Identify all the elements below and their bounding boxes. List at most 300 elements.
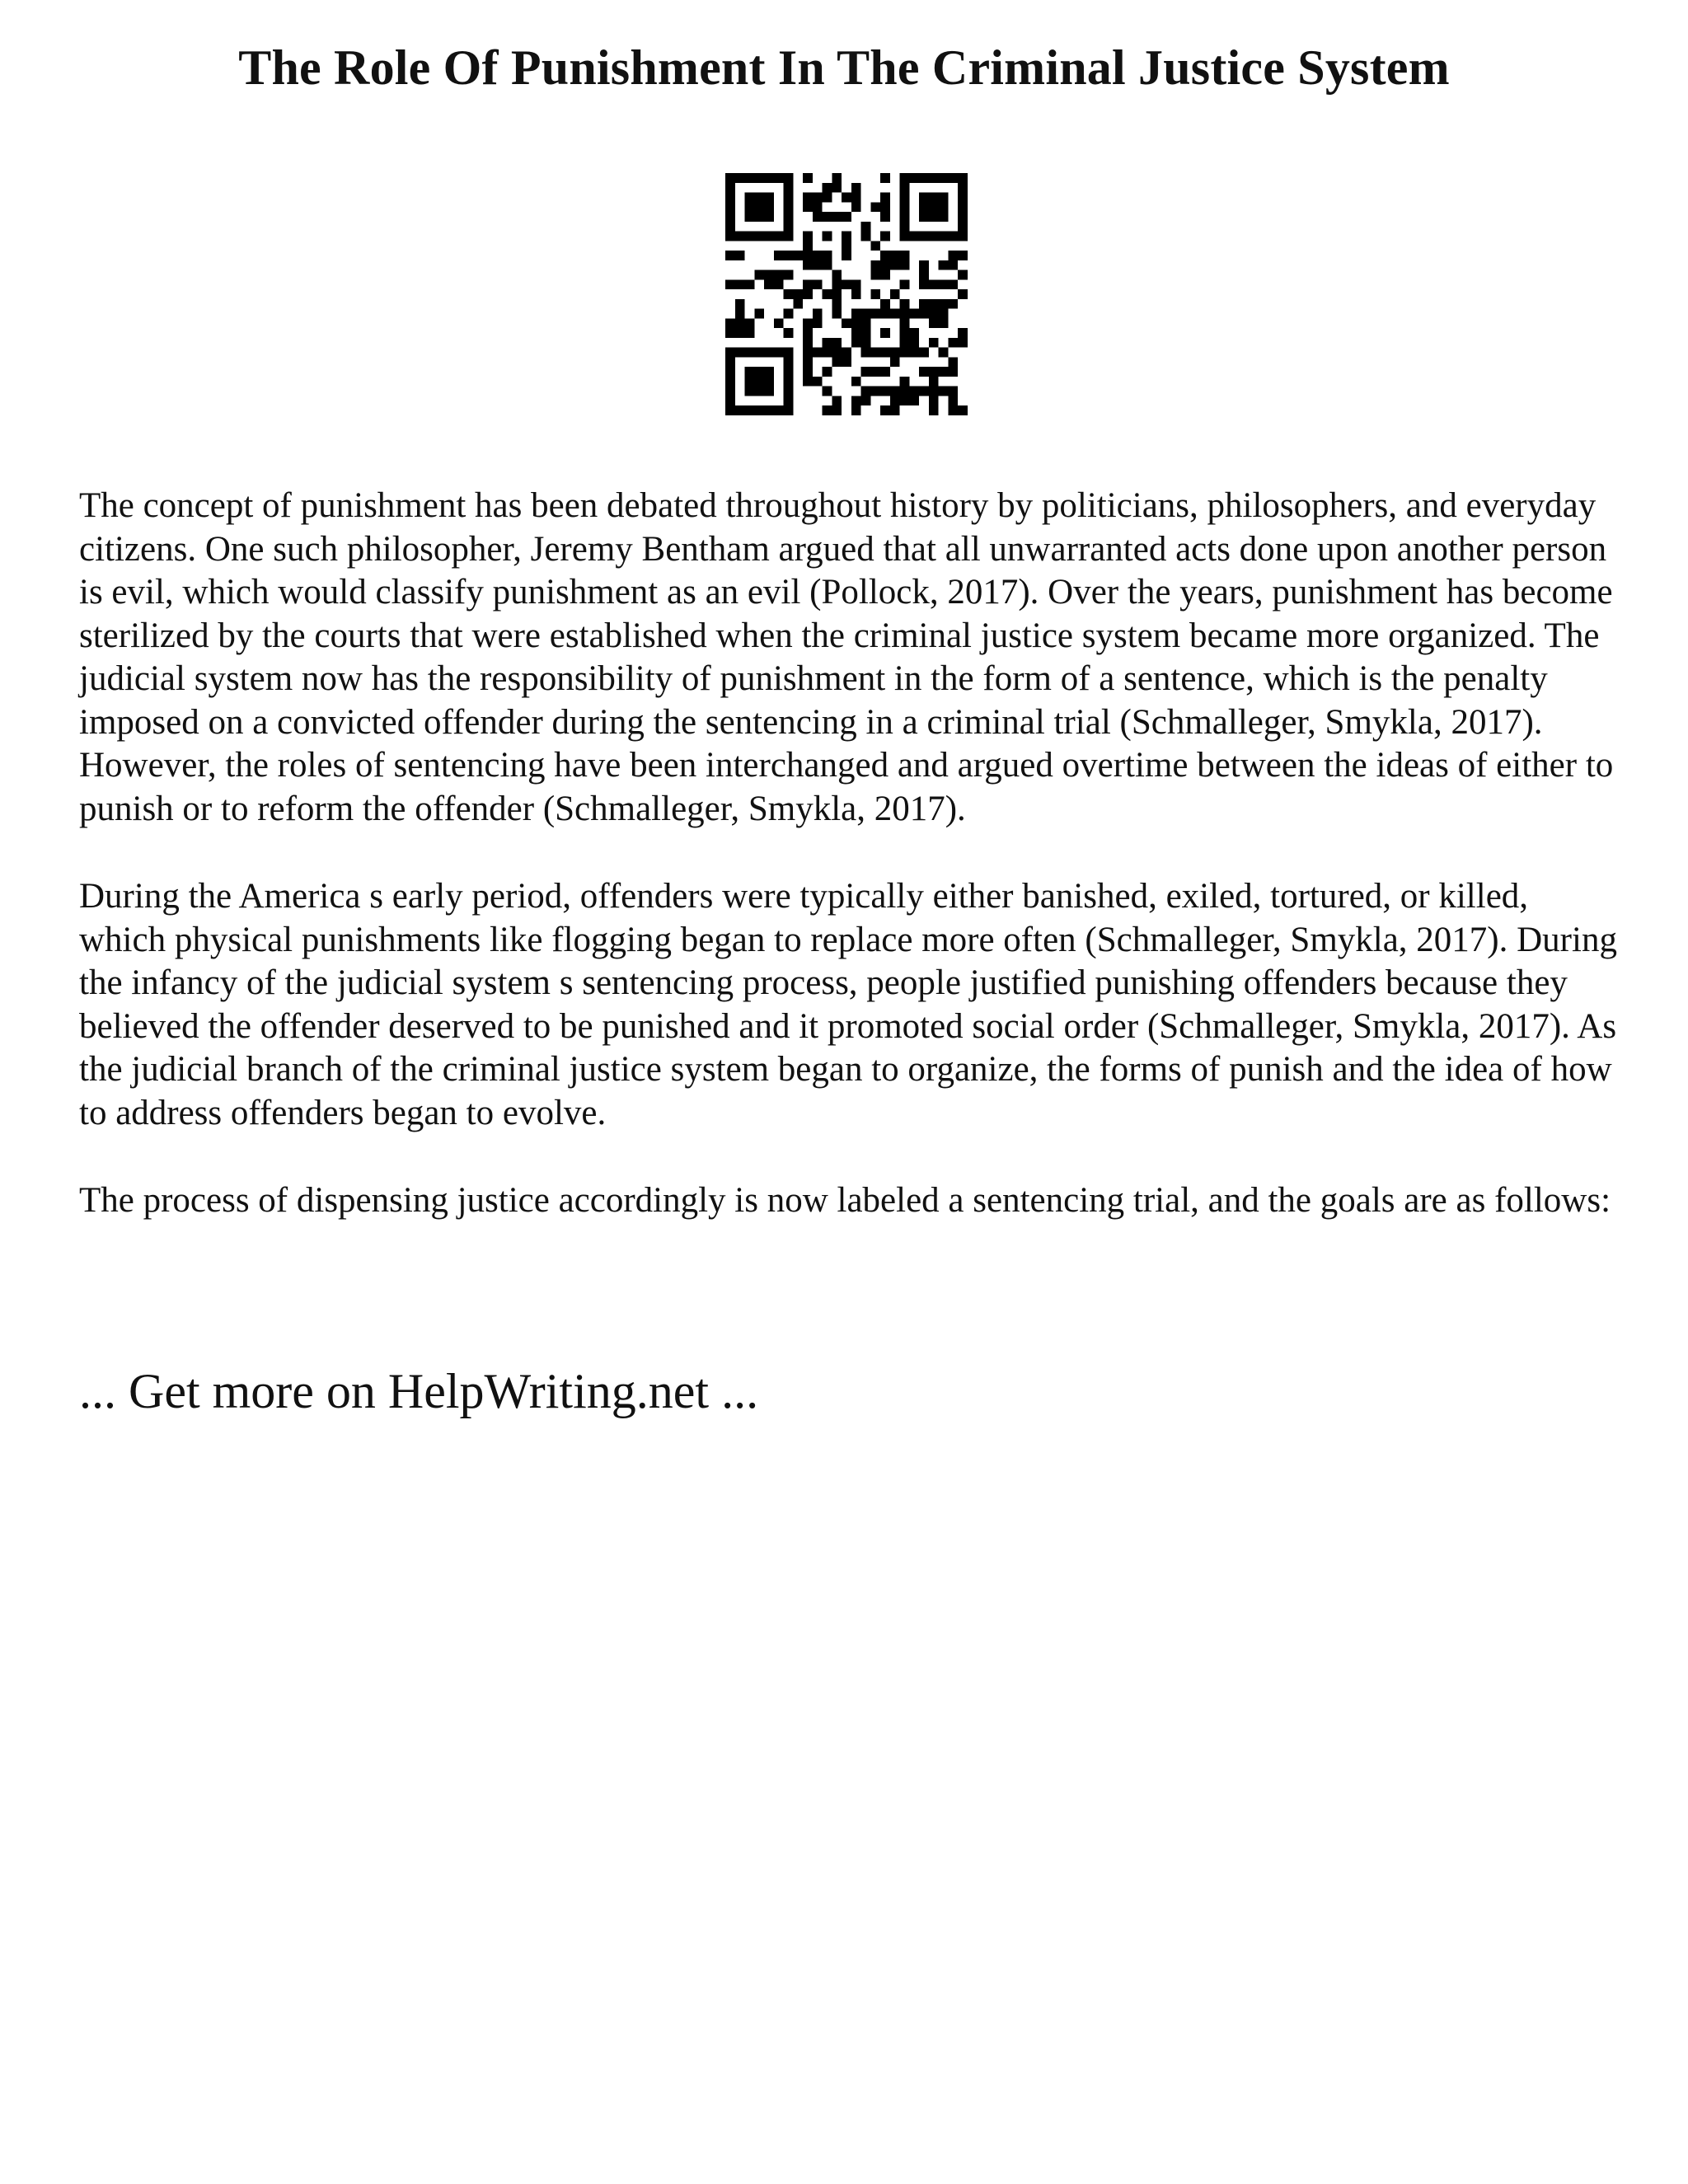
qr-module [823,387,832,396]
qr-module [909,387,919,396]
qr-module [823,183,832,193]
qr-module [725,377,735,387]
qr-module [851,328,861,338]
qr-module [919,348,929,358]
qr-module [870,202,880,212]
qr-module [900,260,910,270]
qr-module [880,212,890,222]
qr-module [948,405,958,415]
qr-module [774,279,784,289]
qr-module [900,279,910,289]
qr-module [939,279,949,289]
qr-module [823,367,832,377]
qr-module [745,348,755,358]
qr-module [900,212,910,222]
qr-module [735,279,745,289]
qr-module [754,232,764,241]
qr-module [784,232,794,241]
qr-module [929,279,939,289]
qr-module [861,309,871,319]
qr-module [880,405,890,415]
qr-module [725,387,735,396]
qr-module [861,222,871,232]
qr-module [784,173,794,183]
qr-module [803,232,813,241]
qr-module [929,377,939,387]
qr-module [784,251,794,260]
qr-module [909,173,919,183]
qr-module [745,173,755,183]
qr-module [823,338,832,348]
qr-module [939,232,949,241]
qr-module [861,348,871,358]
qr-module [851,279,861,289]
qr-module [842,212,851,222]
qr-module [909,309,919,319]
qr-module [735,309,745,319]
qr-module [870,348,880,358]
qr-module [919,279,929,289]
qr-module [861,232,871,241]
qr-module [813,202,823,212]
qr-module [754,193,764,203]
qr-module [851,338,861,348]
qr-module [832,396,842,405]
qr-module [880,299,890,309]
qr-module [870,241,880,251]
qr-module [832,299,842,309]
qr-module [774,251,784,260]
qr-module [870,387,880,396]
qr-module [832,279,842,289]
qr-module [764,193,774,203]
qr-module [958,405,968,415]
qr-module [958,212,968,222]
paragraph-1: The concept of punishment has been debated throughout history by politicians, philosophers, and everyday citizens. One such philosopher, Jeremy Bentham argued that all unwarranted acts done upon another person is evil, which would classify punishment as an evil (Pollock, 2017). Over the years, punishment has become sterilized by the courts that were established when the criminal justice system became more organized. The judicial system now has the responsibility of punishment in the form of a sentence, which is the penalty imposed on a convicted offender during the sentencing in a criminal trial (Schmalleger, Smykla, 2017). However, the roles of sentencing have been interchanged and argued overtime between the ideas of either to punish or to reform the offender (Schmalleger, Smykla, 2017). [79,486,1614,828]
qr-module [939,309,949,319]
qr-module [725,202,735,212]
qr-module [784,222,794,232]
qr-module [764,367,774,377]
qr-module [919,299,929,309]
qr-module [919,212,929,222]
qr-module [784,309,794,319]
qr-module [851,193,861,203]
qr-module [900,251,910,260]
qr-module [929,387,939,396]
qr-module [929,212,939,222]
qr-module [784,183,794,193]
qr-module [919,367,929,377]
qr-module [754,387,764,396]
qr-module [948,232,958,241]
qr-module [813,377,823,387]
qr-module [793,251,803,260]
qr-module [784,387,794,396]
qr-module [725,232,735,241]
qr-module [909,396,919,405]
qr-module [939,173,949,183]
qr-module [745,318,755,328]
qr-module [880,270,890,280]
qr-module [745,377,755,387]
qr-module [880,232,890,241]
qr-module [725,348,735,358]
qr-module [784,348,794,358]
qr-module [861,318,871,328]
qr-module [784,396,794,405]
qr-module [958,173,968,183]
qr-module [958,222,968,232]
article-body [79,485,1620,1268]
qr-module [890,348,900,358]
qr-module [880,387,890,396]
qr-module [900,173,910,183]
qr-module [919,193,929,203]
qr-module [725,405,735,415]
qr-module [754,212,764,222]
qr-module [803,260,813,270]
qr-module [754,202,764,212]
qr-module [842,251,851,260]
qr-module [764,377,774,387]
qr-module [939,318,949,328]
qr-module [745,193,755,203]
qr-module [754,173,764,183]
qr-module [851,396,861,405]
qr-module [851,309,861,319]
qr-module [803,289,813,299]
qr-module [958,338,968,348]
qr-module [784,357,794,367]
qr-module [900,338,910,348]
qr-module [784,193,794,203]
qr-module [890,405,900,415]
qr-module [842,318,851,328]
qr-module [890,260,900,270]
qr-module [929,193,939,203]
qr-module [832,348,842,358]
qr-module [725,318,735,328]
qr-module [754,367,764,377]
qr-module [764,348,774,358]
qr-module [948,279,958,289]
qr-code-graphic [725,173,968,415]
qr-module [861,387,871,396]
qr-module [764,279,774,289]
qr-module [823,232,832,241]
qr-module [909,338,919,348]
qr-module [939,367,949,377]
qr-module [774,318,784,328]
qr-module [823,260,832,270]
qr-module [725,222,735,232]
qr-module [939,202,949,212]
qr-module [880,202,890,212]
qr-module [764,202,774,212]
qr-module [958,328,968,338]
qr-module [880,309,890,319]
qr-module [900,387,910,396]
qr-module [784,270,794,280]
qr-module [851,202,861,212]
qr-module [958,183,968,193]
qr-module [745,387,755,396]
qr-module [958,232,968,241]
qr-module [880,328,890,338]
qr-module [803,173,813,183]
qr-module [803,251,813,260]
qr-module [890,289,900,299]
qr-module [842,348,851,358]
qr-module [929,338,939,348]
qr-module [813,212,823,222]
qr-module [764,173,774,183]
qr-module [823,193,832,203]
qr-code [725,173,968,415]
qr-module [900,183,910,193]
qr-module [900,222,910,232]
qr-module [939,212,949,222]
qr-module [735,251,745,260]
qr-module [813,279,823,289]
get-more-link[interactable]: ... Get more on HelpWriting.net ... [79,1364,759,1418]
qr-module [784,377,794,387]
qr-module [823,405,832,415]
qr-module [900,328,910,338]
qr-module [890,251,900,260]
qr-module [803,202,813,212]
qr-module [745,202,755,212]
qr-module [948,387,958,396]
qr-module [803,241,813,251]
qr-module [725,212,735,222]
qr-module [958,270,968,280]
qr-module [832,212,842,222]
qr-module [725,183,735,193]
qr-module [745,405,755,415]
qr-module [725,173,735,183]
qr-module [725,357,735,367]
qr-module [735,232,745,241]
qr-module [832,183,842,193]
page-title: The Role Of Punishment In The Criminal Justice System [238,40,1450,95]
qr-module [948,299,958,309]
qr-module [900,396,910,405]
qr-module [929,299,939,309]
qr-module [890,357,900,367]
qr-module [754,309,764,319]
qr-module [948,396,958,405]
qr-module [861,367,871,377]
qr-module [919,309,929,319]
qr-module [803,367,813,377]
qr-module [900,232,910,241]
qr-module [939,260,949,270]
qr-module [929,309,939,319]
qr-module [851,183,861,193]
qr-module [919,387,929,396]
qr-module [880,251,890,260]
qr-module [725,193,735,203]
qr-module [832,270,842,280]
qr-module [958,251,968,260]
qr-module [929,405,939,415]
qr-module [939,387,949,396]
qr-module [813,193,823,203]
qr-module [929,318,939,328]
qr-module [929,232,939,241]
qr-module [813,318,823,328]
qr-module [832,309,842,319]
qr-module [900,318,910,328]
qr-module [919,173,929,183]
qr-module [900,202,910,212]
qr-module [861,396,871,405]
qr-module [803,193,813,203]
qr-module [745,279,755,289]
qr-module [870,367,880,377]
qr-module [958,202,968,212]
qr-module [948,357,958,367]
qr-module [929,396,939,405]
qr-module [900,299,910,309]
qr-module [823,348,832,358]
qr-module [851,377,861,387]
qr-module [870,270,880,280]
qr-module [784,367,794,377]
qr-module [909,328,919,338]
qr-module [754,348,764,358]
qr-module [774,405,784,415]
qr-module [919,270,929,280]
qr-module [929,202,939,212]
qr-module [948,367,958,377]
qr-module [832,405,842,415]
qr-module [745,367,755,377]
qr-module [842,357,851,367]
qr-module [784,202,794,212]
qr-module [803,279,813,289]
qr-module [919,232,929,241]
qr-module [735,328,745,338]
qr-module [803,348,813,358]
qr-module [870,309,880,319]
qr-module [880,260,890,270]
qr-module [939,193,949,203]
qr-module [832,289,842,299]
qr-module [832,338,842,348]
qr-module [803,357,813,367]
qr-module [832,357,842,367]
qr-module [803,377,813,387]
qr-module [890,396,900,405]
qr-module [813,260,823,270]
qr-module [764,232,774,241]
qr-module [813,251,823,260]
qr-module [900,377,910,387]
qr-module [870,289,880,299]
qr-module [919,260,929,270]
qr-module [939,299,949,309]
qr-module [793,289,803,299]
qr-module [803,328,813,338]
qr-module [813,348,823,358]
qr-module [861,328,871,338]
qr-module [774,232,784,241]
paragraph-2: During the America s early period, offenders were typically either banished, exiled, tortured, or killed, which physical punishments like flogging began to replace more often (Schmalleger, Smykla, 2017). During the infancy of the judicial system s sentencing process, people justified punishing offenders because they believed the offender deserved to be punished and it promoted social order (Schmalleger, Smykla, 2017). As the judicial branch of the criminal justice system began to organize, the forms of punish and the idea of how to address offenders began to evolve. [79,877,1617,1132]
qr-module [842,193,851,203]
qr-module [803,318,813,328]
qr-module [745,232,755,241]
qr-module [745,328,755,338]
qr-module [803,338,813,348]
paragraph-3: The process of dispensing justice accordingly is now labeled a sentencing trial, and the goals are as follows: [79,1181,1611,1220]
qr-module [909,348,919,358]
qr-module [861,338,871,348]
qr-module [939,348,949,358]
qr-module [725,328,735,338]
qr-module [764,387,774,396]
qr-module [793,299,803,309]
qr-module [842,279,851,289]
qr-module [948,251,958,260]
qr-module [774,173,784,183]
qr-module [870,260,880,270]
qr-module [735,348,745,358]
qr-module [832,173,842,183]
qr-module [735,173,745,183]
qr-module [900,193,910,203]
qr-module [754,270,764,280]
qr-module [842,232,851,241]
qr-module [929,173,939,183]
qr-module [725,279,735,289]
qr-module [745,212,755,222]
qr-module [909,232,919,241]
qr-module [948,338,958,348]
qr-module [735,405,745,415]
qr-module [958,289,968,299]
qr-module [754,377,764,387]
qr-module [880,367,890,377]
qr-module [725,251,735,260]
qr-module [948,260,958,270]
qr-module [919,202,929,212]
qr-module [851,289,861,299]
qr-module [784,328,794,338]
qr-module [823,251,832,260]
qr-module [890,309,900,319]
qr-module [851,405,861,415]
qr-module [880,193,890,203]
qr-module [774,270,784,280]
qr-module [735,299,745,309]
qr-module [784,405,794,415]
qr-module [948,173,958,183]
qr-module [784,289,794,299]
qr-module [774,348,784,358]
qr-module [900,309,910,319]
qr-module [880,348,890,358]
qr-module [764,405,774,415]
qr-module [764,212,774,222]
qr-module [900,348,910,358]
qr-module [764,270,774,280]
qr-module [725,396,735,405]
qr-module [754,405,764,415]
qr-module [823,212,832,222]
